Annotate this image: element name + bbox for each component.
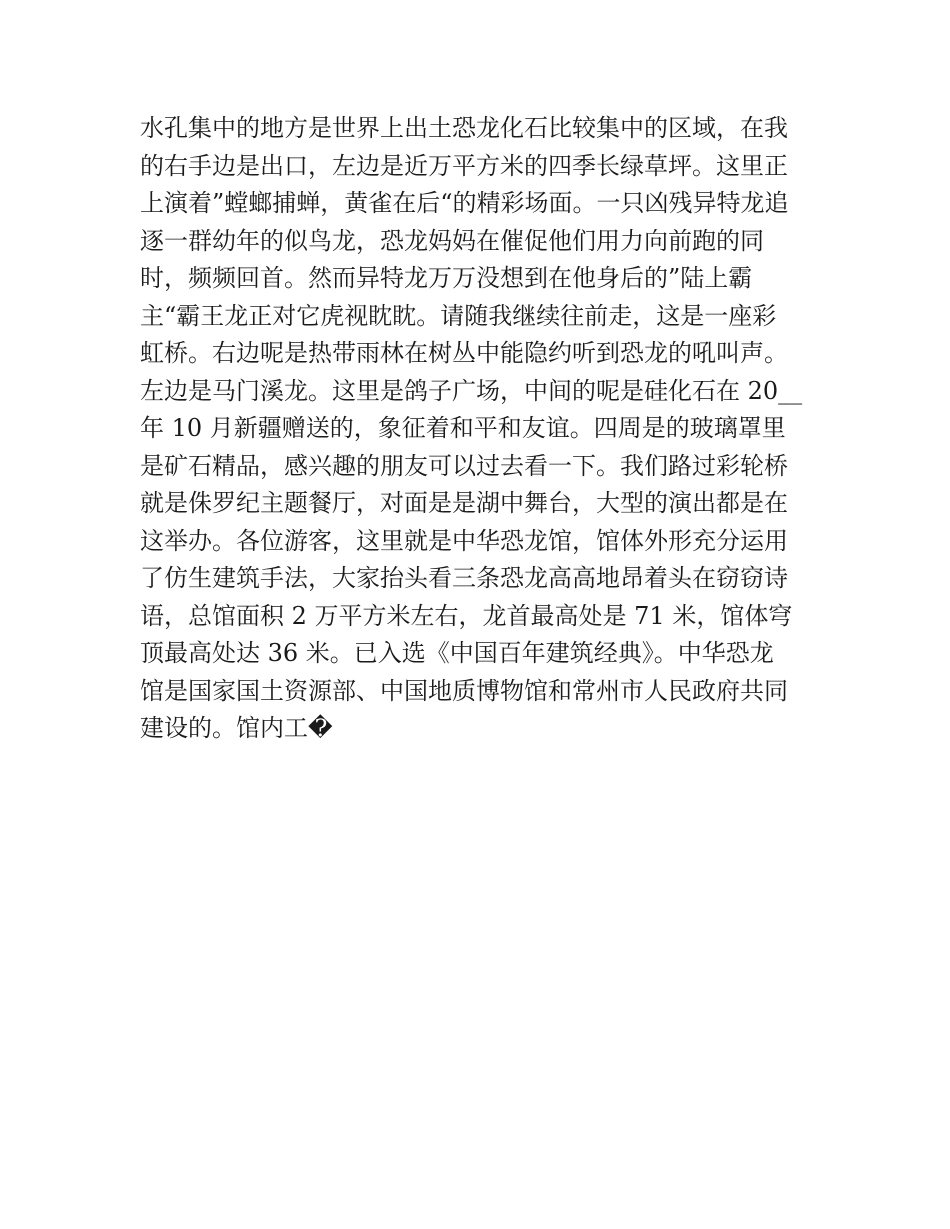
text-line-2: 的右手边是出口，左边是近万平方米的四季长绿草坪。这里正 (140, 151, 788, 180)
text-line-14: 语，总馆面积 2 万平方米左右，龙首最高处是 71 米，馆体穹 (140, 601, 793, 630)
text-line-13: 了仿生建筑手法，大家抬头看三条恐龙高高地昂着头在窃窃诗 (140, 564, 788, 592)
text-line-17: 建设的。馆内工� (140, 714, 333, 742)
text-line-12: 这举办。各位游客，这里就是中华恐龙馆，馆体外形充分运用 (140, 526, 788, 555)
text-line-8: 左边是马门溪龙。这里是鸽子广场，中间的呢是硅化石在 20__ (140, 376, 803, 405)
text-line-5: 时，频频回首。然而异特龙万万没想到在他身后的”陆上霸 (140, 264, 753, 292)
text-line-16: 馆是国家国土资源部、中国地质博物馆和常州市人民政府共同 (140, 676, 788, 705)
text-line-1: 水孔集中的地方是世界上出土恐龙化石比较集中的区域，在我 (140, 114, 788, 142)
text-line-3: 上演着”螳螂捕蝉，黄雀在后“的精彩场面。一只凶残异特龙追 (140, 189, 789, 217)
text-line-11: 就是侏罗纪主题餐厅，对面是是湖中舞台，大型的演出都是在 (140, 489, 788, 517)
text-line-9: 年 10 月新疆赠送的，象征着和平和友谊。四周是的玻璃罩里 (140, 414, 786, 442)
body-text (140, 110, 820, 748)
text-line-10: 是矿石精品，感兴趣的朋友可以过去看一下。我们路过彩轮桥 (140, 451, 788, 480)
text-line-4: 逐一群幼年的似鸟龙，恐龙妈妈在催促他们用力向前跑的同 (140, 226, 764, 255)
text-line-7: 虹桥。右边呢是热带雨林在树丛中能隐约听到恐龙的吼叫声。 (140, 339, 788, 367)
text-line-6: 主“霸王龙正对它虎视眈眈。请随我继续往前走，这是一座彩 (140, 301, 777, 330)
text-line-15: 顶最高处达 36 米。已入选《中国百年建筑经典》。中华恐龙 (140, 639, 774, 667)
